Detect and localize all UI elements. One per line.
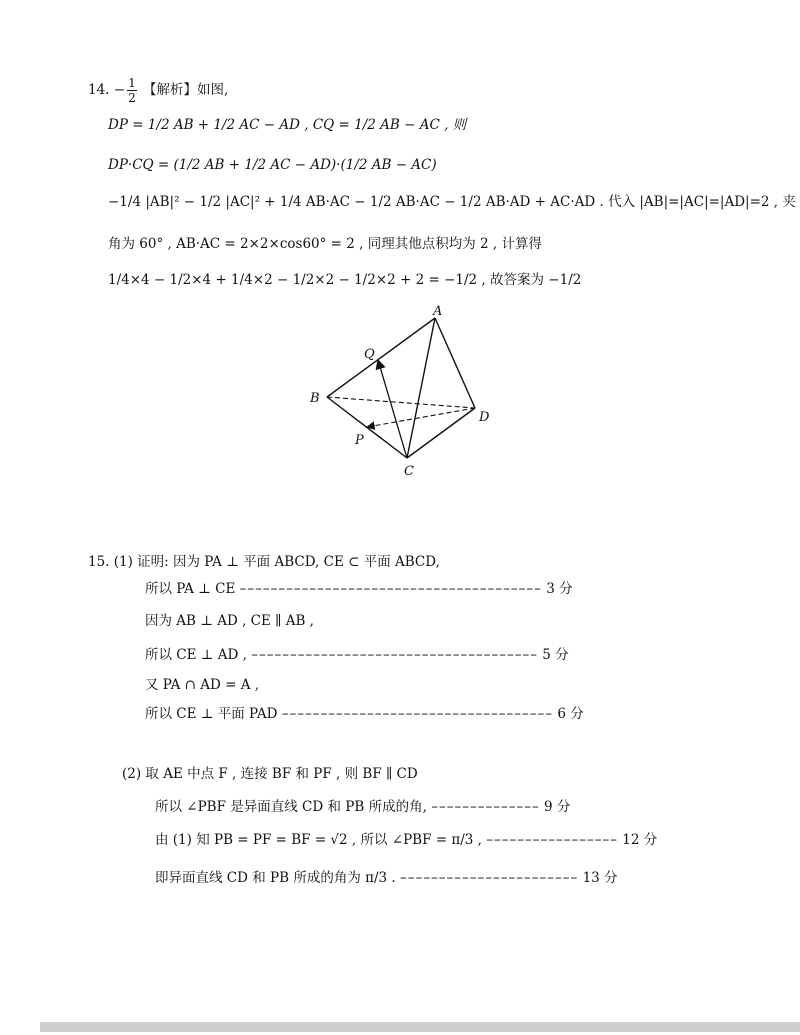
q14-line2: DP = 1/2 AB + 1/2 AC − AD , CQ = 1/2 AB − AC , 则 (108, 117, 467, 133)
edge-BA (327, 318, 435, 397)
q15-p2-line3: 即异面直线 CD 和 PB 所成的角为 π/3 . ––––––––––––––––––––––– 13 分 (155, 870, 618, 886)
q15-part2-header: (2) 取 AE 中点 F , 连接 BF 和 PF , 则 BF ∥ CD (122, 766, 418, 782)
dash-leader: ––––––––––––––––––––––––––––––––––––– (251, 647, 538, 663)
label-P: P (355, 433, 364, 448)
label-D: D (479, 410, 490, 425)
q15-p1-line5: 所以 CE ⊥ 平面 PAD ––––––––––––––––––––––––––––––––––– 6 分 (145, 706, 584, 722)
score: 5 分 (542, 647, 569, 663)
q14-answer-frac: $\frac{1}{2}$ (128, 76, 136, 105)
score: 6 分 (557, 706, 584, 722)
edge-CD (407, 408, 475, 458)
q15-p2-line2: 由 (1) 知 PB = PF = BF = √2 , 所以 ∠PBF = π/3 , ––––––––––––––––– 12 分 (155, 832, 658, 848)
q14-line3: DP·CQ = (1/2 AB + 1/2 AC − AD)·(1/2 AB − AC) (108, 157, 437, 173)
edge-BD-dashed (327, 397, 475, 408)
q14-line6: 1/4×4 − 1/2×4 + 1/4×2 − 1/2×2 − 1/2×2 + 2 = −1/2 , 故答案为 −1/2 (108, 272, 582, 288)
label-C: C (404, 464, 414, 478)
label-A: A (433, 304, 443, 319)
q15-p1-line4: 又 PA ∩ AD = A , (145, 677, 260, 693)
edge-AC (407, 318, 435, 458)
dash-leader: ––––––––––––––––––––––– (400, 870, 579, 886)
dash-leader: ––––––––––––––––––––––––––––––––––– (281, 706, 554, 722)
q15-p1-line1: 所以 PA ⊥ CE ––––––––––––––––––––––––––––––––––––––– 3 分 (145, 581, 573, 597)
q15-p2-line1: 所以 ∠PBF 是异面直线 CD 和 PB 所成的角, –––––––––––––– 9 分 (155, 799, 571, 815)
score: 9 分 (543, 799, 571, 815)
q15-part1-header: 15. (1) 证明: 因为 PA ⊥ 平面 ABCD, CE ⊂ 平面 ABCD, (88, 554, 440, 570)
label-B: B (310, 391, 320, 406)
q14-number: 14. (88, 82, 110, 98)
q14-line4: −1/4 |AB|² − 1/2 |AC|² + 1/4 AB·AC − 1/2 AB·AC − 1/2 AB·AD + AC·AD . 代入 |AB|=|AC|=|AD|=2 , 夹 (108, 194, 796, 210)
dash-leader: –––––––––––––– (431, 799, 540, 815)
q14-line5: 角为 60° , AB·AC = 2×2×cos60° = 2 , 同理其他点积均为 2 , 计算得 (108, 236, 542, 252)
page-bottom-bar (40, 1022, 800, 1032)
score: 3 分 (546, 581, 573, 597)
tetrahedron-figure (305, 303, 505, 478)
dash-leader: ––––––––––––––––– (486, 832, 618, 848)
label-Q: Q (364, 347, 375, 362)
edge-AD (435, 318, 475, 408)
score: 13 分 (582, 870, 618, 886)
q15-p1-line3: 所以 CE ⊥ AD , ––––––––––––––––––––––––––––––––––––– 5 分 (145, 647, 569, 663)
vector-CQ (378, 360, 407, 458)
score: 12 分 (622, 832, 658, 848)
dash-leader: ––––––––––––––––––––––––––––––––––––––– (239, 581, 542, 597)
q15-p1-line2: 因为 AB ⊥ AD , CE ∥ AB , (145, 613, 314, 629)
edge-BC (327, 397, 407, 458)
q14-tag: 【解析】如图, (143, 82, 229, 98)
q14-header: 14. − $\frac{1}{2}$ 【解析】如图, (88, 76, 229, 105)
vector-DP-dashed (367, 408, 475, 427)
